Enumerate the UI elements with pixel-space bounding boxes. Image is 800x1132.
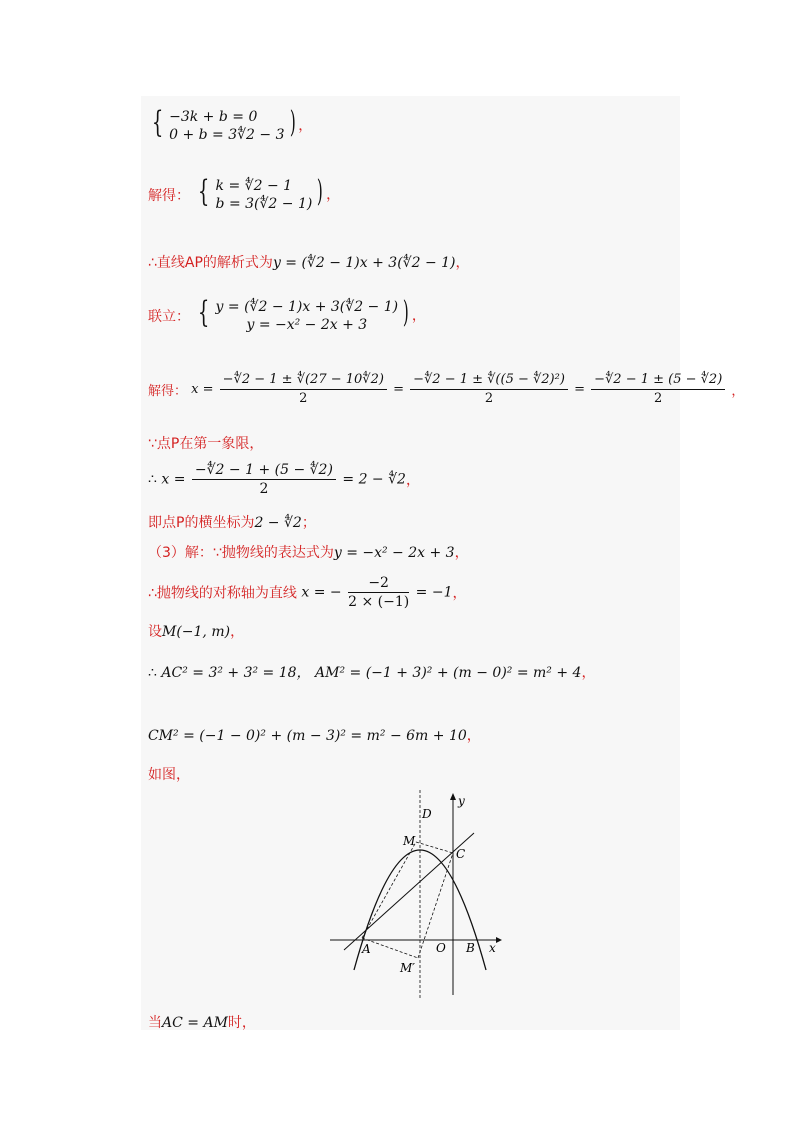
sim-eq2: y = −x² − 2x + 3 [246,317,368,333]
quadratic-solution: 解得： x = $\frac{-∜2 - 1 \pm ∜(27 - 10∜2)}{2}$ = $\frac{\text{−∜2 − 1 ± ∜((5 − ∜2)²)}}{2}$ = $\frac{-∜2 - 1 \pm (5 - ∜2)}{2}$ ， [148,372,745,406]
system1-eq2: 0 + b = 3∜2 − 3 [169,127,285,143]
sim-eq1: y = (∜2 − 1)x + 3(∜2 − 1) [215,299,399,315]
fraction1-numerator: −∜2 − 1 ± ∜(27 − 10∜2) [220,372,387,390]
x-value-line: ∴ x = $\frac{-∜2 - 1 + (5 - ∜2)}{2}$ = 2 − ∜2， [148,462,420,497]
distance-cm-line: CM² = (−1 − 0)² + (m − 3)² = m² − 6m + 10， [148,728,481,744]
label-y: y [458,794,465,808]
part3-parabola: （3）解：∵抛物线的表达式为y = −x² − 2x + 3， [148,545,469,561]
fraction3-numerator: −∜2 − 1 ± (5 − ∜2) [591,372,725,390]
label-b: B [466,941,475,955]
label-x: x [489,941,496,955]
line-ac [344,833,474,950]
first-quadrant-note: ∵点P在第一象限， [148,436,264,452]
solve-label: 解得： [148,188,190,204]
label-c: C [456,847,466,861]
label-m-prime: M′ [400,961,416,975]
segment-mc [416,842,453,853]
system1-eq1: −3k + b = 0 [169,109,258,125]
segment-am [362,842,416,938]
as-shown-label: 如图， [148,767,190,783]
y-axis-arrow [450,793,456,800]
equation-system-1: { −3k + b = 0 0 + b = 3∜2 − 3 ) ， [151,105,313,143]
label-a: A [362,942,371,956]
case-ac-equals-am: 当AC = AM时， [148,1015,256,1031]
axis-of-symmetry-line: ∴抛物线的对称轴为直线 x = − $\frac{-2}{2 \times (-1)}$ = −1， [148,575,467,610]
parabola-figure [328,790,508,1000]
x-fraction-numerator: −∜2 − 1 + (5 − ∜2) [192,462,336,480]
b-value: b = 3(∜2 − 1) [215,196,313,212]
distance-ac-am-line: ∴ AC² = 3² + 3² = 18， AM² = (−1 + 3)² + (m − 0)² = m² + 4， [148,665,596,681]
line-ap-expression: ∴直线AP的解析式为y = (∜2 − 1)x + 3(∜2 − 1)， [148,255,470,271]
solution-kb: 解得： { k = ∜2 − 1 b = 3(∜2 − 1) ) ， [148,174,341,212]
ap-formula: y = (∜2 − 1)x + 3(∜2 − 1) [272,255,456,271]
p-abscissa-line: 即点P的横坐标为2 − ∜2； [148,515,316,531]
simultaneous-system: 联立： { y = (∜2 − 1)x + 3(∜2 − 1) y = −x² − 2x + 3 ) ， [148,295,426,333]
x-axis-arrow [496,937,502,943]
set-m-line: 设M(−1, m)， [148,624,245,640]
label-o: O [436,941,446,955]
label-m: M [403,834,416,848]
label-d: D [422,807,432,821]
fraction2-numerator: −∜2 − 1 ± ∜((5 − ∜2)²) [410,372,568,390]
k-value: k = ∜2 − 1 [215,178,293,194]
